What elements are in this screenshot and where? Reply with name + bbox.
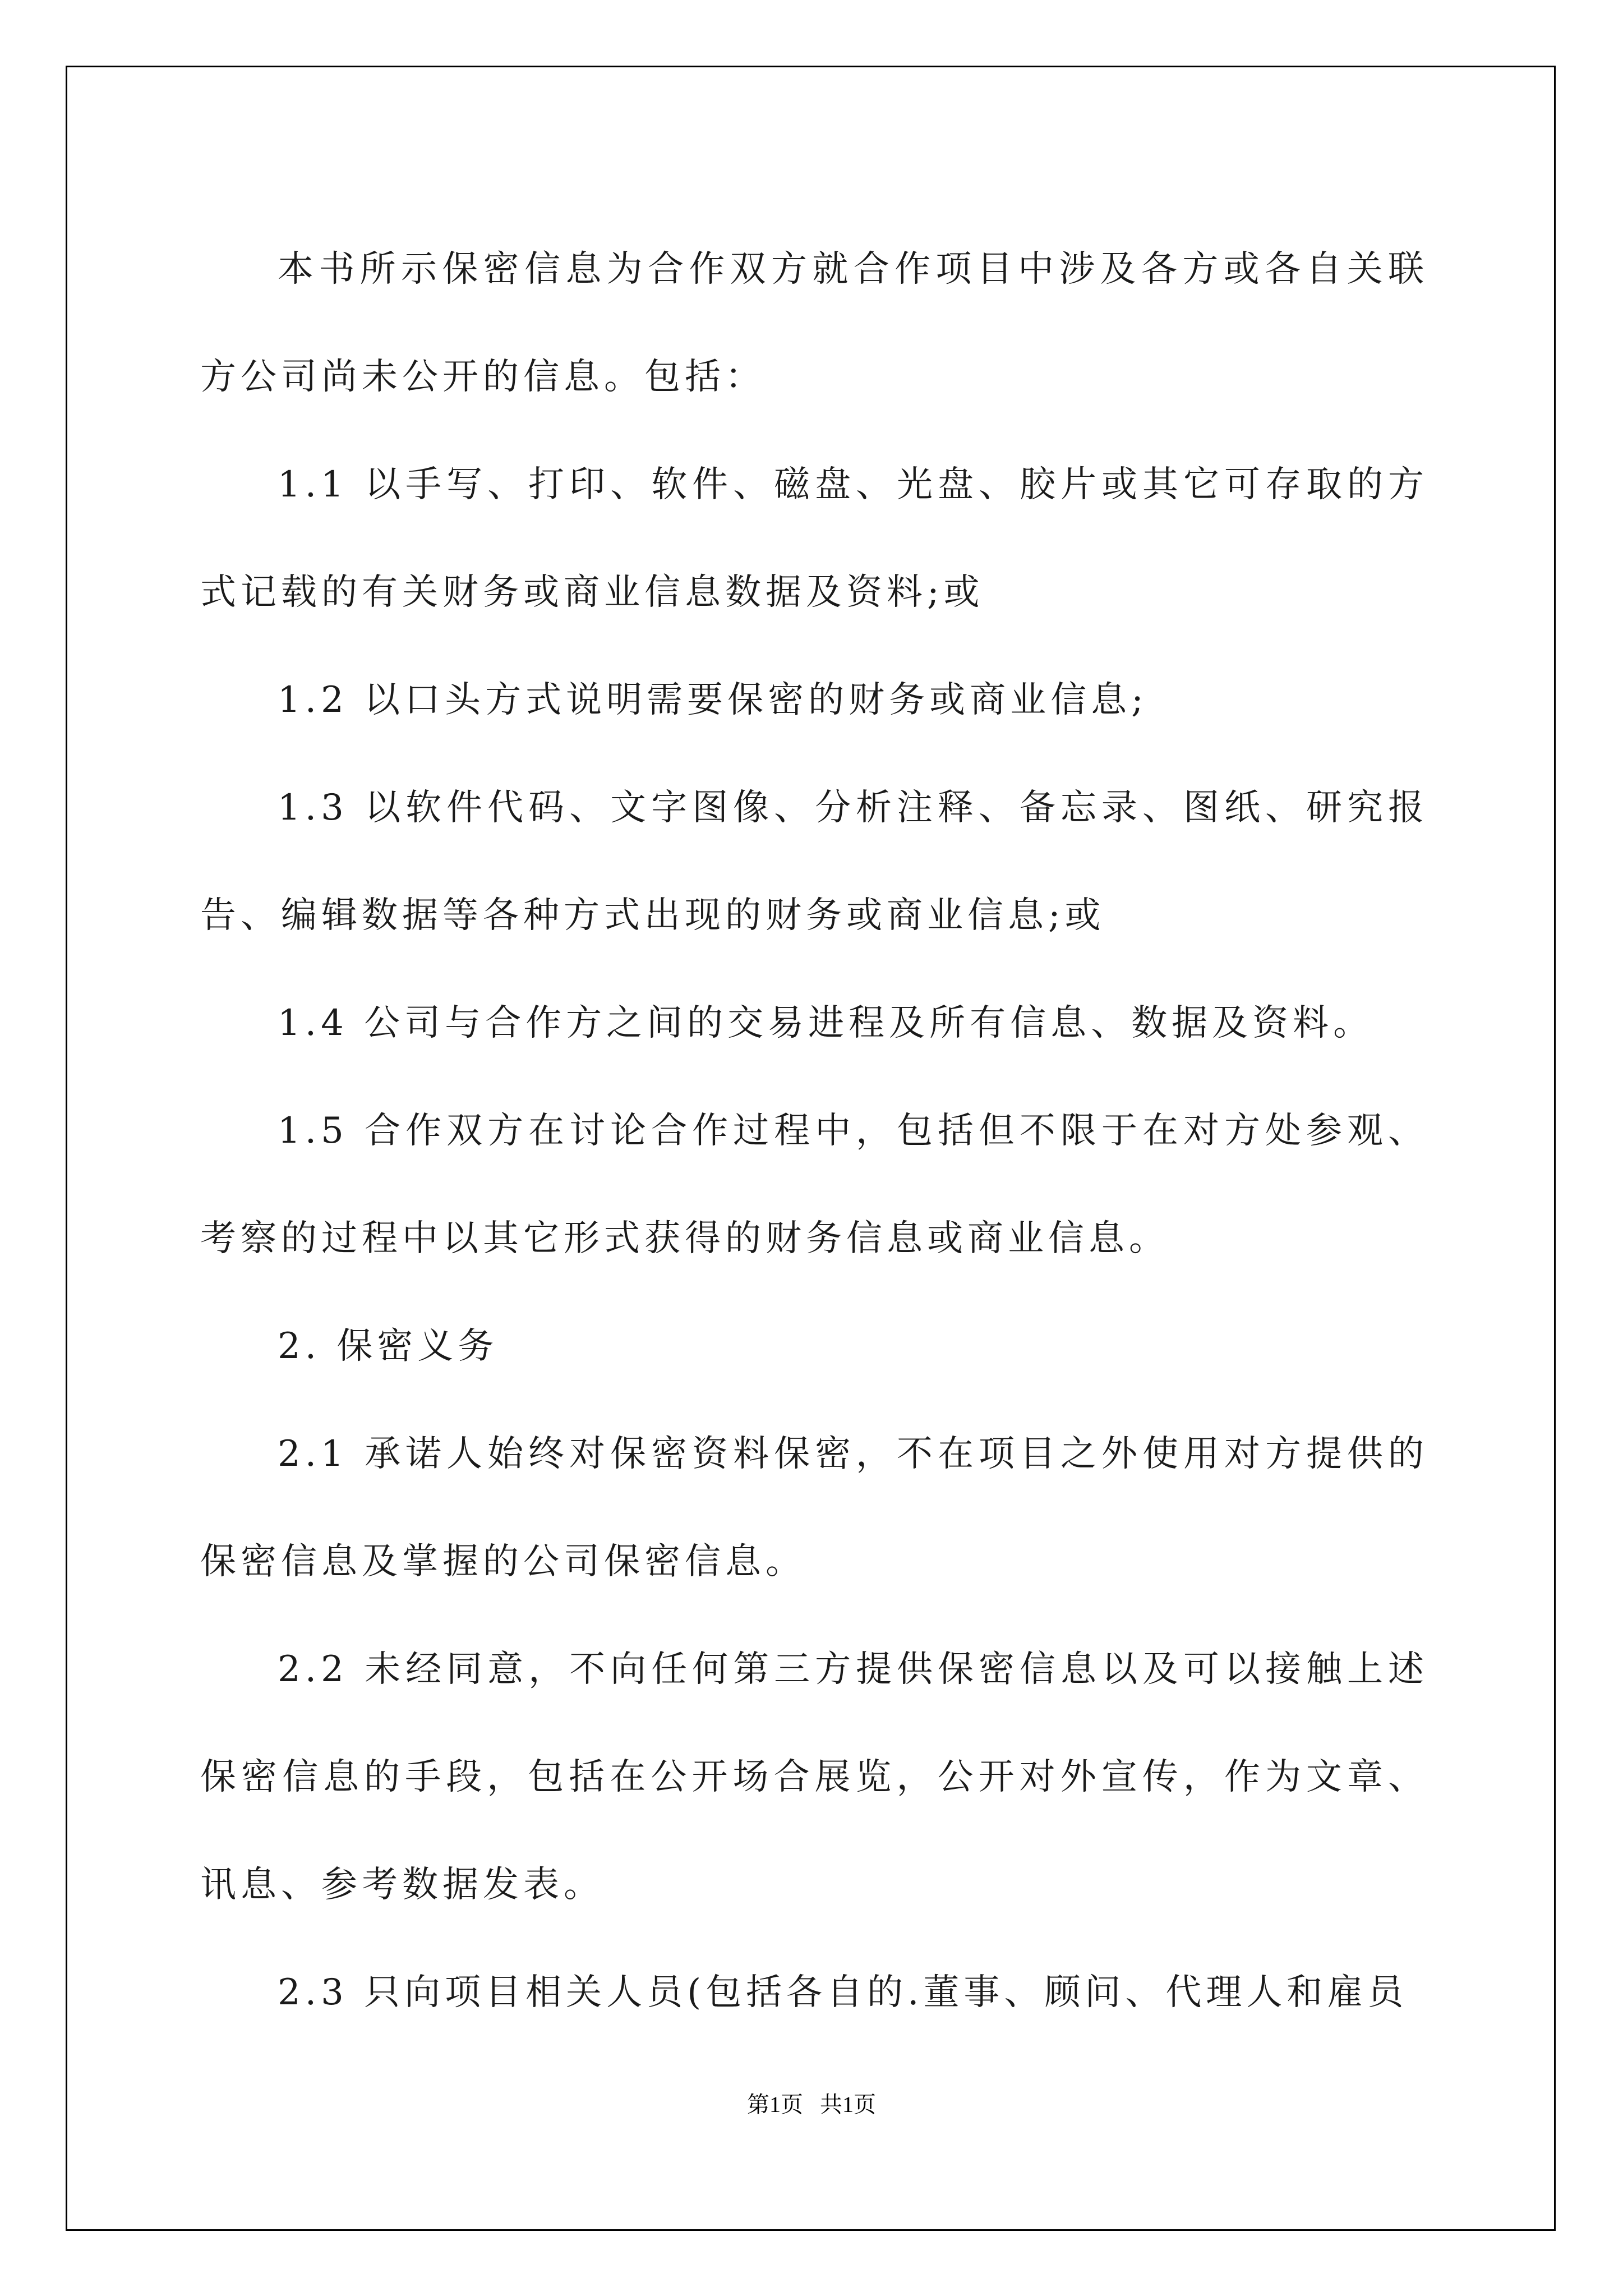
page-number-label: 第1页	[747, 2092, 803, 2117]
paragraph-2-3: 2.3 只向项目相关人员(包括各自的.董事、顾问、代理人和雇员	[278, 1972, 1408, 2013]
document-body	[200, 215, 1428, 2046]
paragraph-2-2: 2.2 未经同意，不向任何第三方提供保密信息以及可以接触上述保密信息的手段，包括在公开场合展览，公开对外宣传，作为文章、讯息、参考数据发表。	[200, 1649, 1428, 1906]
paragraph-1-4: 1.4 公司与合作方之间的交易进程及所有信息、数据及资料。	[278, 1002, 1374, 1044]
paragraph-2-1: 2.1 承诺人始终对保密资料保密，不在项目之外使用对方提供的保密信息及掌握的公司保密信息。	[200, 1433, 1428, 1582]
paragraph-1-2: 1.2 以口头方式说明需要保密的财务或商业信息;	[278, 679, 1148, 721]
paragraph-1-3: 1.3 以软件代码、文字图像、分析注释、备忘录、图纸、研究报告、编辑数据等各种方式出现的财务或商业信息;或	[200, 787, 1428, 936]
paragraph-1-1: 1.1 以手写、打印、软件、磁盘、光盘、胶片或其它可存取的方式记载的有关财务或商业信息数据及资料;或	[200, 464, 1428, 613]
section-heading-2: 2. 保密义务	[278, 1326, 499, 1367]
paragraph-intro: 本书所示保密信息为合作双方就合作项目中涉及各方或各自关联方公司尚未公开的信息。包括：	[200, 249, 1428, 398]
page-footer	[0, 2087, 1623, 2119]
paragraph-1-5: 1.5 合作双方在讨论合作过程中，包括但不限于在对方处参观、考察的过程中以其它形式获得的财务信息或商业信息。	[200, 1110, 1428, 1259]
page-total-label: 共1页	[820, 2092, 876, 2117]
